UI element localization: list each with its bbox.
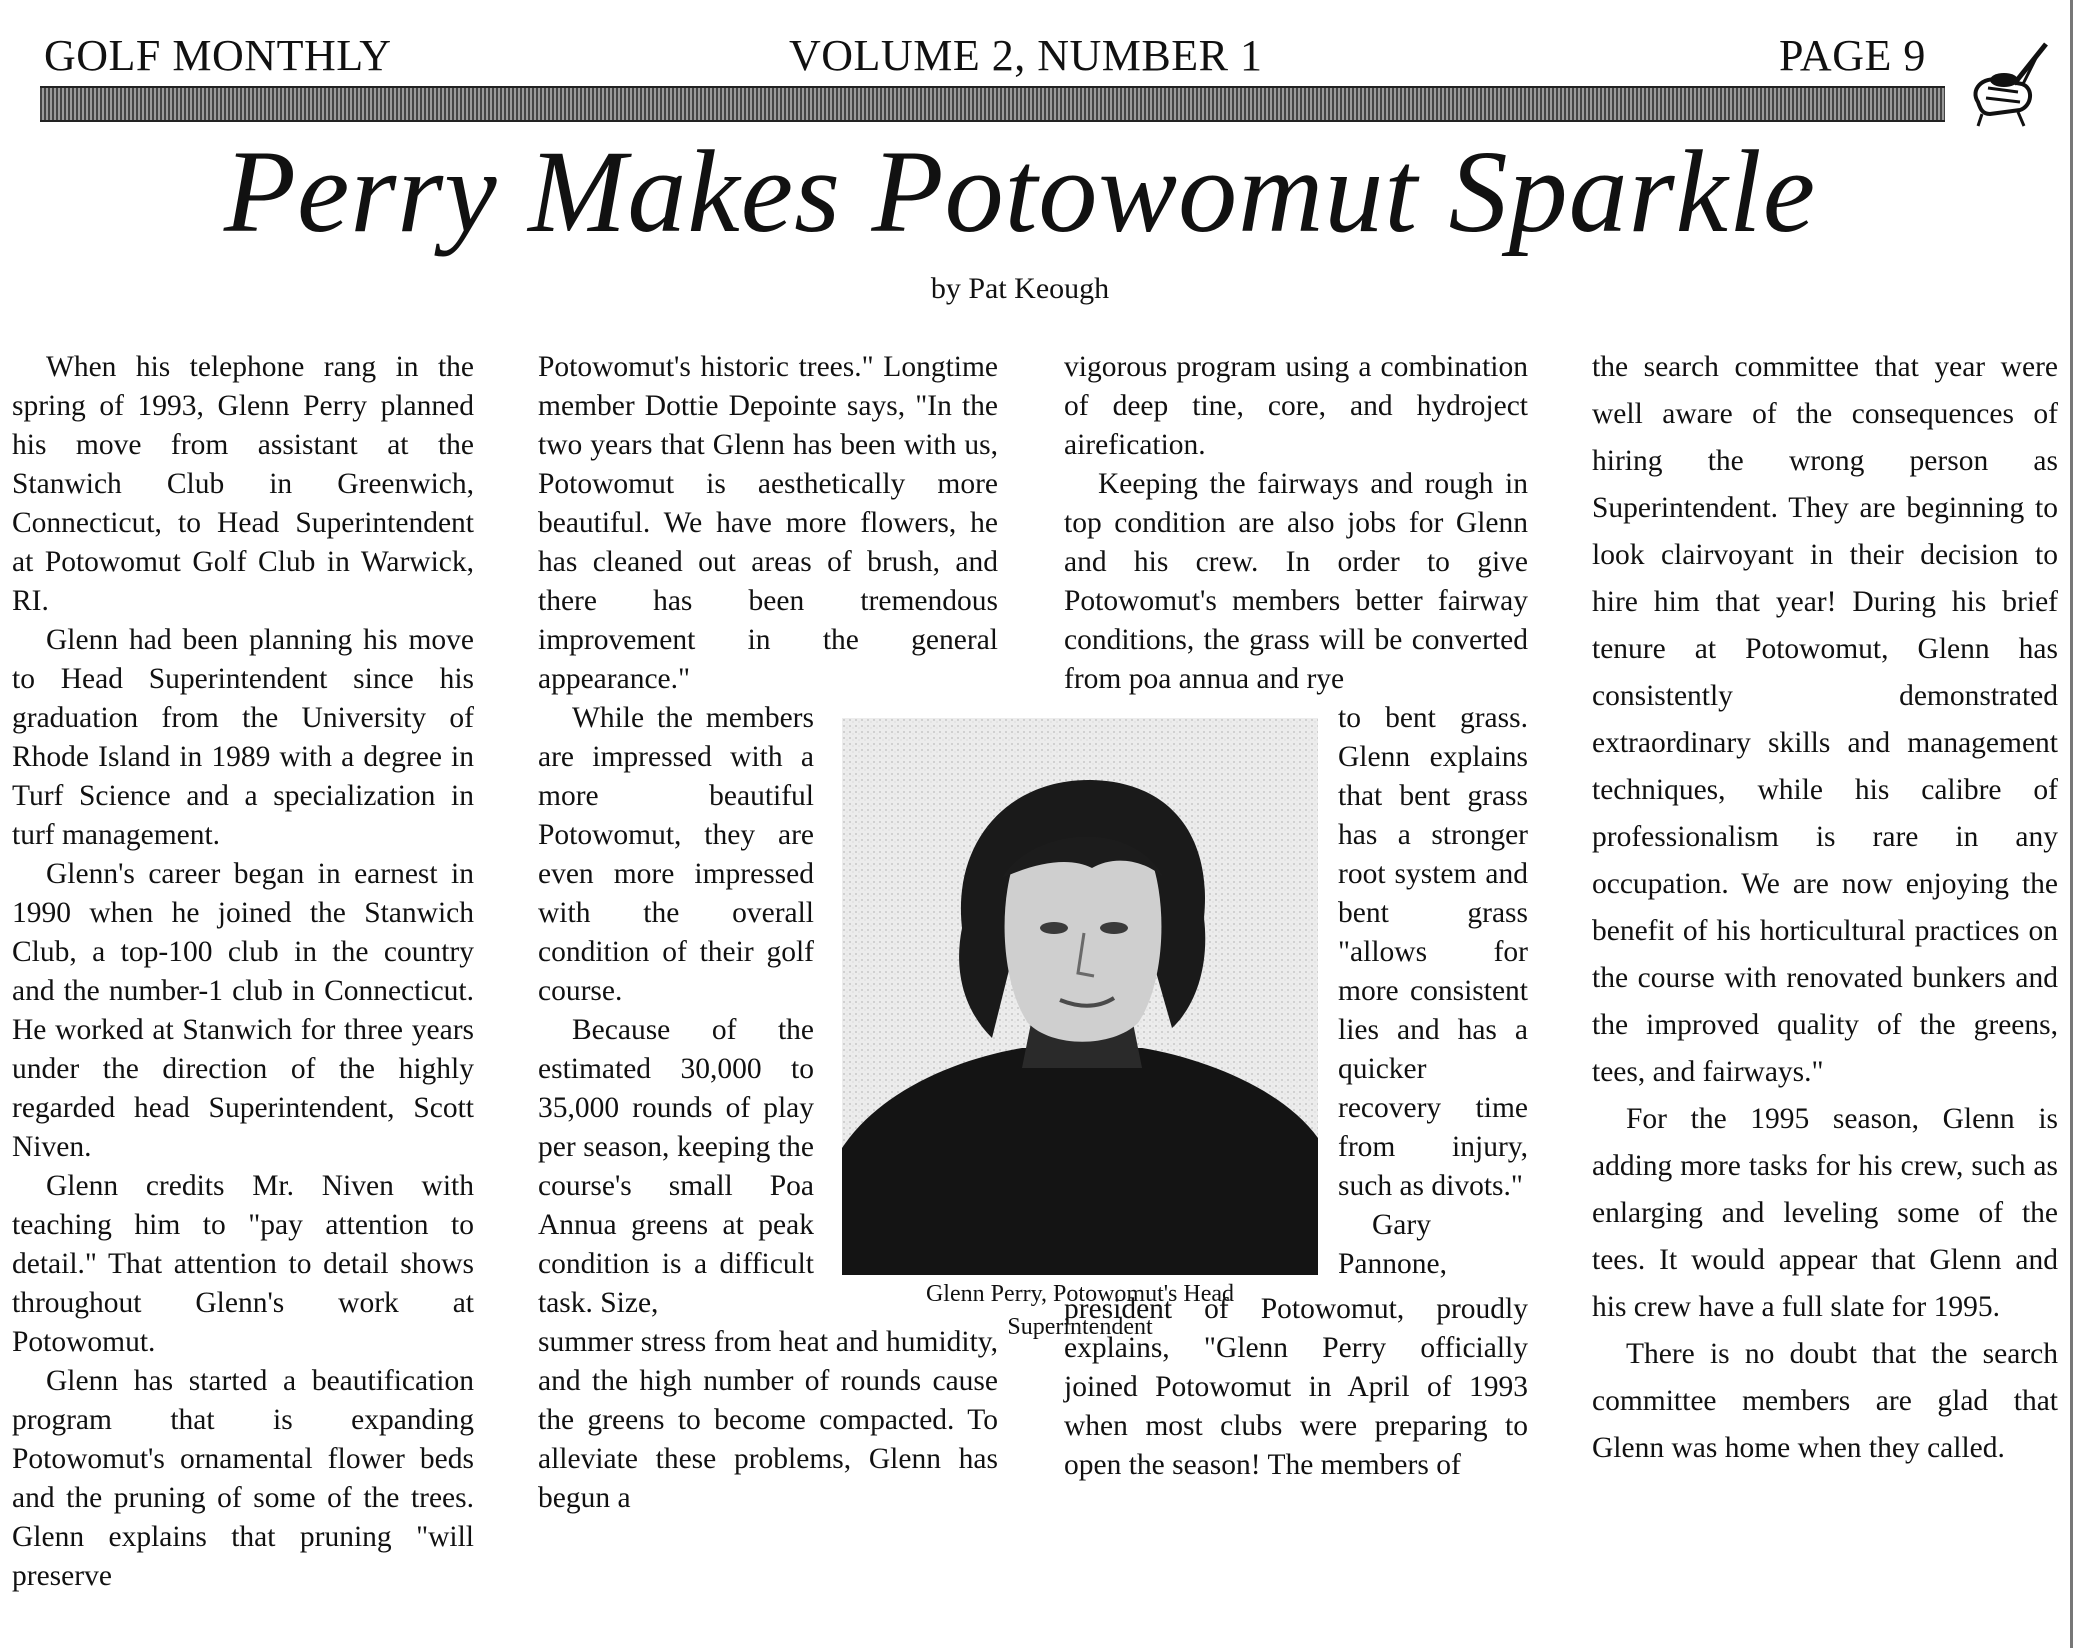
article-column-1	[12, 348, 474, 1596]
paragraph: There is no doubt that the search committee members are glad that Glenn was home when they called.	[1592, 1338, 2058, 1464]
caption-line: Superintendent	[1007, 1314, 1153, 1340]
paragraph: the search committee that year were well aware of the consequences of hiring the wrong person as Superintendent. They are beginning to look clairvoyant in their decision to hire him that year! During his brief tenure at Potowomut, Glenn has consistently demonstrated extraordinary skills and management techniques, while his calibre of professionalism is rare in any occupation. We are now enjoying the benefit of his horticultural practices on the course with renovated bunkers and the improved quality of the greens, tees, and fairways."	[1592, 351, 2058, 1088]
portrait-photo	[842, 718, 1318, 1275]
header-rule	[40, 86, 1945, 122]
paragraph: Potowomut's historic trees." Longtime member Dottie Depointe says, "In the two years that Glenn has been with us, Potowomut is aesthetically more beautiful. We have more flowers, he has cleaned out areas of brush, and there has been tremendous improvement in the general appearance."	[538, 351, 998, 695]
paragraph: For the 1995 season, Glenn is adding more tasks for his crew, such as enlarging and leveling some of the tees. It would appear that Glenn and his crew have a full slate for 1995.	[1592, 1103, 2058, 1323]
paragraph: Glenn has started a beautification program that is expanding Potowomut's ornamental flower beds and the pruning of some of the trees. Glenn explains that pruning "will preserve	[12, 1365, 474, 1592]
caption-line: Glenn Perry, Potowomut's Head	[925, 1281, 1235, 1307]
paragraph: vigorous program using a combination of deep tine, core, and hydroject airefication.	[1064, 351, 1528, 461]
paragraph: Because of the estimated 30,000 to 35,000 rounds of play per season, keeping the course's small Poa Annua greens at peak condition is a difficult task. Size,	[538, 1014, 814, 1319]
article-headline: Perry Makes Potowomut Sparkle	[223, 126, 1817, 257]
page-number: PAGE 9	[1779, 31, 1926, 80]
paragraph: While the members are impressed with a more beautiful Potowomut, they are even more impressed with the overall condition of their golf course.	[538, 702, 814, 1007]
page-header	[44, 30, 1944, 90]
column-3-narrow-block	[1338, 699, 1528, 1284]
paragraph: Glenn's career began in earnest in 1990 when he joined the Stanwich Club, a top-100 club in the country and the number-1 club in Connecticut. He worked at Stanwich for three years under the direction of the highly regarded head Superintendent, Scott Niven.	[12, 858, 474, 1163]
paragraph: summer stress from heat and humidity, and the high number of rounds cause the greens to become compacted. To alleviate these problems, Glenn has begun a	[538, 1326, 998, 1514]
publication-name: GOLF MONTHLY	[44, 31, 392, 80]
paragraph: president of Potowomut, proudly explains, "Glenn Perry officially joined Potowomut in April of 1993 when most clubs were preparing to open the season! The members of	[1064, 1293, 1528, 1481]
photo-caption	[842, 1278, 1318, 1344]
paragraph: Keeping the fairways and rough in top condition are also jobs for Glenn and his crew. In order to give Potowomut's members better fairway conditions, the grass will be converted from poa annua and rye	[1064, 468, 1528, 695]
article-byline: by Pat Keough	[930, 272, 1110, 305]
article-column-4	[1592, 344, 2058, 1472]
paragraph: to bent grass. Glenn explains that bent grass has a stronger root system and bent grass "allows for more consistent lies and has a quicker recovery time from injury, such as divots."	[1338, 702, 1528, 1202]
paragraph: Glenn credits Mr. Niven with teaching him to "pay attention to detail." That attention to detail shows throughout Glenn's work at Potowomut.	[12, 1170, 474, 1358]
issue-number: VOLUME 2, NUMBER 1	[789, 31, 1263, 80]
paragraph: Gary Pannone,	[1338, 1209, 1447, 1280]
paragraph: Glenn had been planning his move to Head Superintendent since his graduation from the University of Rhode Island in 1989 with a degree in Turf Science and a specialization in turf management.	[12, 624, 474, 851]
golf-bag-icon	[1960, 40, 2052, 132]
page-edge-line	[2070, 0, 2073, 1648]
paragraph: When his telephone rang in the spring of 1993, Glenn Perry planned his move from assistant at the Stanwich Club in Greenwich, Connecticut, to Head Superintendent at Potowomut Golf Club in Warwick, RI.	[12, 351, 474, 617]
column-2-narrow-block	[538, 699, 814, 1323]
